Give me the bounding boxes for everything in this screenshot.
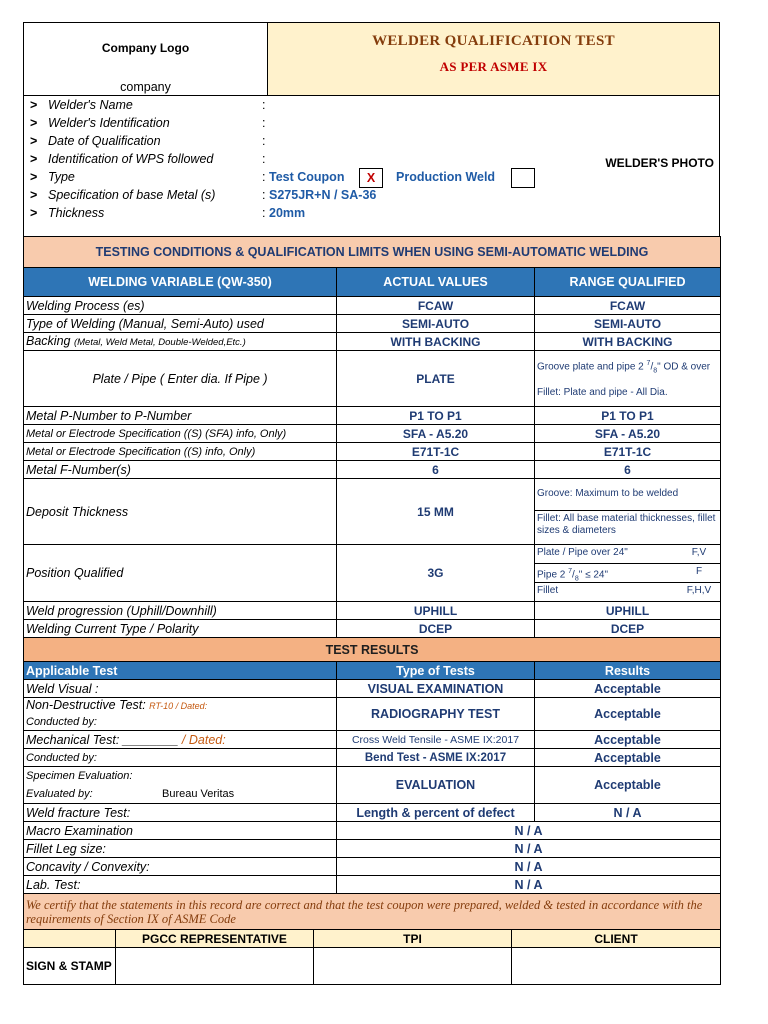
welder-info — [23, 95, 720, 236]
eval-type: EVALUATION — [337, 767, 535, 804]
pnum-label: Metal P-Number to P-Number — [24, 407, 337, 425]
form-title: WELDER QUALIFICATION TEST — [372, 33, 615, 49]
ndt-conducted: Conducted by: — [26, 716, 97, 728]
backing-label: Backing — [26, 333, 71, 348]
results-banner: TEST RESULTS — [24, 638, 721, 662]
form-header — [23, 22, 720, 95]
company-logo-label: Company Logo — [101, 41, 190, 55]
process-actual: FCAW — [337, 297, 535, 315]
deposit-range-fillet: Fillet: All base material thicknesses, fillet sizes & diameters — [537, 513, 716, 536]
colon: : — [262, 170, 266, 184]
evaluator-name: Bureau Veritas — [162, 788, 235, 800]
info-row-name — [24, 98, 624, 116]
concavity-result: N / A — [337, 858, 721, 876]
backing-label-cell — [24, 333, 337, 351]
mech-cell — [24, 731, 337, 749]
position-range-row — [535, 545, 720, 564]
position-label: Position Qualified — [24, 545, 337, 602]
position-range-fillet: Fillet — [537, 585, 559, 596]
progression-actual: UPHILL — [337, 602, 535, 620]
position-range-pipe-value: F — [695, 566, 703, 577]
info-row-spec — [24, 188, 624, 206]
welders-id-label: Welder's Identification — [48, 116, 170, 130]
process-label: Welding Process (es) — [24, 297, 337, 315]
deposit-range — [535, 479, 721, 545]
mech-label: Mechanical Test: ________ — [26, 732, 179, 747]
electrode-range: E71T-1C — [535, 443, 721, 461]
specimen-eval-label: Specimen Evaluation: — [26, 770, 133, 782]
welders-name-label: Welder's Name — [48, 98, 133, 112]
arrow-icon: > — [30, 98, 38, 112]
electrode-label: Metal or Electrode Specification ((S) info, Only) — [24, 443, 337, 461]
fraction-numerator: 7 — [568, 568, 573, 575]
pgcc-signature-field[interactable] — [116, 948, 314, 985]
tpi-signature-field[interactable] — [314, 948, 512, 985]
plate-actual: PLATE — [337, 351, 535, 407]
plate-label: Plate / Pipe ( Enter dia. If Pipe ) — [24, 351, 337, 407]
progression-label: Weld progression (Uphill/Downhill) — [24, 602, 337, 620]
evaluation-cell — [24, 767, 337, 804]
visual-type: VISUAL EXAMINATION — [337, 680, 535, 698]
conditions-table — [23, 236, 721, 638]
colon: : — [262, 188, 266, 202]
progression-range: UPHILL — [535, 602, 721, 620]
type-welding-range: SEMI-AUTO — [535, 315, 721, 333]
mech-type-tensile: Cross Weld Tensile - ASME IX:2017 — [337, 731, 535, 749]
colon: : — [262, 116, 266, 130]
mech-type-bend: Bend Test - ASME IX:2017 — [337, 749, 535, 767]
client-signature-field[interactable] — [512, 948, 721, 985]
sign-stamp-label: SIGN & STAMP — [24, 948, 116, 985]
test-coupon-checkbox[interactable]: X — [359, 168, 383, 188]
backing-actual: WITH BACKING — [337, 333, 535, 351]
ndt-label: Non-Destructive Test: — [26, 698, 146, 712]
arrow-icon: > — [30, 188, 38, 202]
position-range-row — [535, 583, 720, 601]
certification-statement: We certify that the statements in this record are correct and that the test coupon were prepared, welded & tested in accordance with the requirements of Section IX of ASME Code — [24, 894, 721, 930]
arrow-icon: > — [30, 134, 38, 148]
spec-sfa-label: Metal or Electrode Specification ((S) (SFA) info, Only) — [24, 425, 337, 443]
form-subtitle: AS PER ASME IX — [439, 59, 548, 74]
evaluated-by-label: Evaluated by: — [26, 788, 93, 800]
company-name: company — [120, 80, 171, 94]
position-range-pipe: Pipe 2 $^7/_8$" ≤ 24" — [537, 568, 609, 583]
info-row-thickness — [24, 206, 624, 224]
info-row-date — [24, 134, 624, 152]
spec-label: Specification of base Metal (s) — [48, 188, 216, 202]
deposit-label: Deposit Thickness — [24, 479, 337, 545]
arrow-icon: > — [30, 152, 38, 166]
position-range-row — [535, 564, 720, 583]
current-range: DCEP — [535, 620, 721, 638]
client-header: CLIENT — [512, 930, 721, 948]
position-range-fillet-value: F,H,V — [686, 585, 712, 596]
production-weld-label: Production Weld — [396, 170, 496, 184]
ndt-type: RADIOGRAPHY TEST — [337, 698, 535, 731]
fraction-numerator: 7 — [646, 359, 651, 367]
macro-label: Macro Examination — [24, 822, 337, 840]
pnum-actual: P1 TO P1 — [337, 407, 535, 425]
form-title-cell — [268, 23, 719, 95]
plate-range — [535, 351, 721, 407]
mech-conducted: Conducted by: — [24, 749, 337, 767]
fillet-label: Fillet Leg size: — [24, 840, 337, 858]
lab-result: N / A — [337, 876, 721, 894]
spec-sfa-range: SFA - A5.20 — [535, 425, 721, 443]
ndt-result: Acceptable — [535, 698, 721, 731]
date-qual-label: Date of Qualification — [48, 134, 161, 148]
visual-result: Acceptable — [535, 680, 721, 698]
fracture-type: Length & percent of defect — [337, 804, 535, 822]
fnum-actual: 6 — [337, 461, 535, 479]
col-applicable-test: Applicable Test — [24, 662, 337, 680]
thickness-value: 20mm — [269, 206, 306, 220]
position-range-plate: Plate / Pipe over 24" — [537, 547, 628, 558]
deposit-actual: 15 MM — [337, 479, 535, 545]
col-results: Results — [535, 662, 721, 680]
fillet-result: N / A — [337, 840, 721, 858]
arrow-icon: > — [30, 170, 38, 184]
current-actual: DCEP — [337, 620, 535, 638]
position-actual: 3G — [337, 545, 535, 602]
process-range: FCAW — [535, 297, 721, 315]
pnum-range: P1 TO P1 — [535, 407, 721, 425]
fnum-range: 6 — [535, 461, 721, 479]
fracture-result: N / A — [535, 804, 721, 822]
ndt-cell — [24, 698, 337, 731]
pipe-text: Pipe 2 — [537, 569, 569, 581]
col-type-of-tests: Type of Tests — [337, 662, 535, 680]
visual-label: Weld Visual : — [24, 680, 337, 698]
production-weld-checkbox[interactable] — [511, 168, 535, 188]
mech-dated: / Dated: — [181, 732, 226, 747]
type-welding-label: Type of Welding (Manual, Semi-Auto) used — [24, 315, 337, 333]
wps-label: Identification of WPS followed — [48, 152, 214, 166]
current-label: Welding Current Type / Polarity — [24, 620, 337, 638]
pgcc-header: PGCC REPRESENTATIVE — [116, 930, 314, 948]
type-label: Type — [48, 170, 75, 184]
info-row-id — [24, 116, 624, 134]
signoff-blank-header — [24, 930, 116, 948]
spec-sfa-actual: SFA - A5.20 — [337, 425, 535, 443]
macro-result: N / A — [337, 822, 721, 840]
col-actual-values: ACTUAL VALUES — [337, 268, 535, 297]
results-table — [23, 637, 721, 930]
position-range-plate-value: F,V — [691, 547, 707, 558]
fraction-denominator: 8 — [653, 367, 658, 375]
eval-result: Acceptable — [535, 767, 721, 804]
colon: : — [262, 206, 266, 220]
electrode-actual: E71T-1C — [337, 443, 535, 461]
pipe-text-end: " ≤ 24" — [578, 569, 609, 581]
mech-result-bend: Acceptable — [535, 749, 721, 767]
concavity-label: Concavity / Convexity: — [24, 858, 337, 876]
signoff-table — [23, 929, 721, 985]
plate-range-groove: Groove plate and pipe 2 $^7/_8$" OD & over — [537, 359, 711, 375]
welder-photo-placeholder: WELDER'S PHOTO — [605, 156, 714, 170]
spec-value: S275JR+N / SA-36 — [269, 188, 377, 202]
deposit-range-groove: Groove: Maximum to be welded — [535, 486, 720, 511]
fracture-label: Weld fracture Test: — [24, 804, 337, 822]
arrow-icon: > — [30, 206, 38, 220]
fnum-label: Metal F-Number(s) — [24, 461, 337, 479]
type-welding-actual: SEMI-AUTO — [337, 315, 535, 333]
fraction-denominator: 8 — [574, 575, 579, 583]
backing-note: (Metal, Weld Metal, Double-Welded,Etc.) — [73, 336, 246, 348]
ndt-note: RT-10 / Dated: — [149, 701, 208, 711]
qualification-form — [23, 22, 720, 985]
backing-range: WITH BACKING — [535, 333, 721, 351]
plate-range-fillet: Fillet: Plate and pipe - All Dia. — [537, 387, 668, 399]
position-range — [535, 545, 721, 602]
lab-label: Lab. Test: — [24, 876, 337, 894]
tpi-header: TPI — [314, 930, 512, 948]
info-row-type — [24, 170, 624, 188]
col-range-qualified: RANGE QUALIFIED — [535, 268, 721, 297]
company-logo-cell — [24, 23, 268, 95]
colon: : — [262, 152, 266, 166]
thickness-label: Thickness — [48, 206, 105, 220]
plate-range-groove-end: " OD & over — [657, 361, 711, 373]
conditions-banner: TESTING CONDITIONS & QUALIFICATION LIMITS WHEN USING SEMI-AUTOMATIC WELDING — [24, 237, 721, 268]
col-welding-variable: WELDING VARIABLE (QW-350) — [24, 268, 337, 297]
colon: : — [262, 98, 266, 112]
mech-result-tensile: Acceptable — [535, 731, 721, 749]
type-value: Test Coupon — [269, 170, 345, 184]
arrow-icon: > — [30, 116, 38, 130]
colon: : — [262, 134, 266, 148]
plate-range-groove-text: Groove plate and pipe 2 — [537, 361, 647, 373]
